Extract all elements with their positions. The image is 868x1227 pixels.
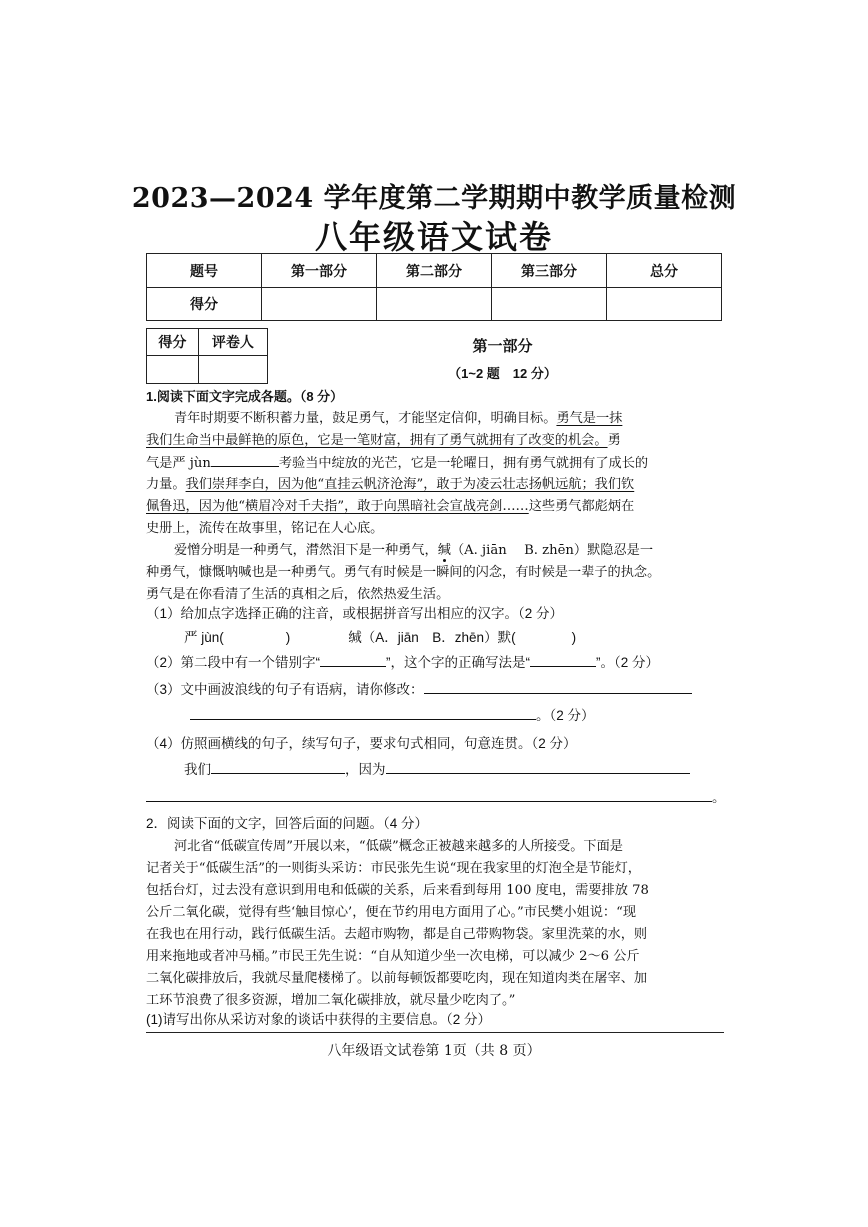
sub-question-2-text: （2）第二段中有一个错别字“ (146, 655, 321, 670)
score-cell[interactable] (607, 288, 722, 321)
q2-sub-question-1: (1)请写出你从采访对象的谈话中获得的主要信息。（2 分） (146, 1012, 492, 1027)
q2-heading: 2．阅读下面的文字，回答后面的问题。（4 分） (146, 816, 429, 831)
score-row-label: 得分 (147, 288, 262, 321)
passage-text: （A. jiān B. zhēn）默隐忍是一 (450, 543, 654, 558)
page-footer: 八年级语文试卷第 1页（共 8 页） (327, 1043, 541, 1059)
passage-line: 用来拖地或者冲马桶。”市民王先生说：“自从知道少坐一次电梯，可以减少 2～6 公斤 (146, 949, 640, 964)
passage-line: 记者关于“低碳生活”的一则街头采访：市民张先生说“现在我家里的灯泡全是节能灯， (146, 861, 641, 876)
pinyin-blank[interactable] (211, 452, 279, 467)
passage-line: 史册上，流传在故事里，铭记在人心底。 (146, 521, 384, 536)
sub-question-3-cont (146, 704, 726, 728)
score-cell[interactable] (377, 288, 492, 321)
exam-subject-title: 八年级语文试卷 (314, 218, 553, 256)
grader-box (146, 328, 268, 384)
grader-name-cell[interactable] (198, 356, 267, 384)
sub-question-3-end: 。（2 分） (536, 708, 595, 723)
answer-paren: ) (571, 630, 577, 645)
passage-text: 这些勇气都彪炳在 (528, 499, 635, 514)
score-table-header: 总分 (607, 254, 722, 288)
sentence-blank-1[interactable] (211, 759, 345, 774)
passage-line (146, 452, 726, 475)
underlined-sentence: 我们崇拜李白，因为他“直挂云帆济沧海”，敢于为凌云壮志扬帆远航；我们钦 (185, 477, 635, 492)
passage-line: 公斤二氧化碳，觉得有些‘触目惊心’，便在节约用电方面用了心。”市民樊小姐说：“现 (146, 905, 637, 920)
passage-text: 气是严 jùn (146, 456, 211, 471)
underlined-sentence: 佩鲁迅，因为他“横眉冷对千夫指”，敢于向黑暗社会宣战亮剑…… (146, 499, 529, 514)
sub-question-2 (146, 651, 726, 675)
sub-question-2-text: ”。（2 分） (596, 655, 660, 670)
score-table-header: 第一部分 (262, 254, 377, 288)
exam-title: 2023—2024 学年度第二学期期中教学质量检测 (131, 183, 737, 214)
underlined-sentence: 勇气是一抹 (556, 411, 623, 426)
sub-question-2-text: ”，这个字的正确写法是“ (386, 655, 531, 670)
passage-line: 河北省“低碳宣传周”开展以来，“低碳”概念正被越来越多的人所接受。下面是 (174, 839, 623, 854)
passage-line: 二氧化碳排放后，我就尽量爬楼梯了。以前每顿饭都要吃肉，现在知道肉类在屠宰、加 (146, 971, 648, 986)
sub-question-4-answer (146, 758, 726, 782)
sentence-blank-2[interactable] (386, 759, 690, 774)
sub-question-3-text: （3）文中画波浪线的句子有语病，请你修改： (146, 682, 424, 697)
footer-divider (146, 1032, 724, 1033)
passage-line (146, 540, 726, 562)
dotted-character: 缄 (437, 543, 451, 558)
passage-text: 考验当中绽放的光芒，它是一轮曜日，拥有勇气就拥有了成长的 (278, 456, 649, 471)
passage-line: 勇气是在你看清了生活的真相之后，依然热爱生活。 (146, 587, 450, 602)
passage-text: 力量。 (146, 477, 186, 492)
sub-question-3 (146, 678, 726, 702)
passage-line: 种勇气，慷慨呐喊也是一种勇气。勇气有时候是一瞬间的闪念，有时候是一辈子的执念。 (146, 565, 661, 580)
grader-score-label: 得分 (147, 329, 199, 356)
passage-line (146, 496, 726, 518)
passage-line: 在我也在用行动，践行低碳生活。去超市购物，都是自己带购物袋。家里洗菜的水，则 (146, 927, 648, 942)
passage-line (146, 430, 726, 452)
grader-score-cell[interactable] (147, 356, 199, 384)
correct-char-blank[interactable] (530, 652, 596, 667)
sub-question-4-answer-cont (146, 786, 726, 810)
section-subtitle: （1~2 题 12 分） (448, 366, 557, 381)
revision-blank[interactable] (424, 679, 692, 694)
answer-paren: ) (285, 630, 291, 645)
passage-text: 勇 (607, 433, 621, 448)
q1-heading: 1.阅读下面文字完成各题。（8 分） (146, 389, 344, 404)
sub-question-4: （4）仿照画横线的句子，续写句子，要求句式相同，句意连贯。（2 分） (146, 736, 577, 751)
sub-question-1: （1）给加点字选择正确的注音，或根据拼音写出相应的汉字。（2 分） (146, 606, 564, 621)
score-table-header: 题号 (147, 254, 262, 288)
sub-question-4-end: 。 (712, 790, 726, 805)
answer-prompt-a: 严 jùn( (184, 630, 224, 645)
sub-question-4-text: 我们 (184, 762, 211, 777)
wrong-char-blank[interactable] (320, 652, 386, 667)
underlined-sentence: 我们生命当中最鲜艳的原色，它是一笔财富，拥有了勇气就拥有了改变的机会。 (146, 433, 608, 448)
section-title: 第一部分 (472, 338, 533, 355)
passage-line: 工环节浪费了很多资源，增加二氧化碳排放，就尽量少吃肉了。” (146, 993, 516, 1008)
passage-line (146, 408, 726, 430)
passage-line (146, 474, 726, 496)
passage-text: 爱憎分明是一种勇气，潸然泪下是一种勇气， (174, 543, 438, 558)
answer-prompt-b: 缄（A．jiān B．zhēn）默( (348, 630, 516, 645)
score-cell[interactable] (492, 288, 607, 321)
sub-question-1-answers (146, 626, 726, 650)
passage-text: 青年时期要不断积蓄力量，鼓足勇气，才能坚定信仰，明确目标。 (174, 411, 557, 426)
grader-name-label: 评卷人 (198, 329, 267, 356)
score-table (146, 253, 722, 321)
score-table-header: 第三部分 (492, 254, 607, 288)
sentence-blank-3[interactable] (146, 787, 712, 802)
passage-line: 包括台灯，过去没有意识到用电和低碳的关系，后来看到每用 100 度电，需要排放 78 (146, 883, 649, 898)
score-cell[interactable] (262, 288, 377, 321)
sub-question-4-text: ，因为 (345, 762, 386, 777)
score-table-header: 第二部分 (377, 254, 492, 288)
revision-blank-2[interactable] (190, 705, 536, 720)
